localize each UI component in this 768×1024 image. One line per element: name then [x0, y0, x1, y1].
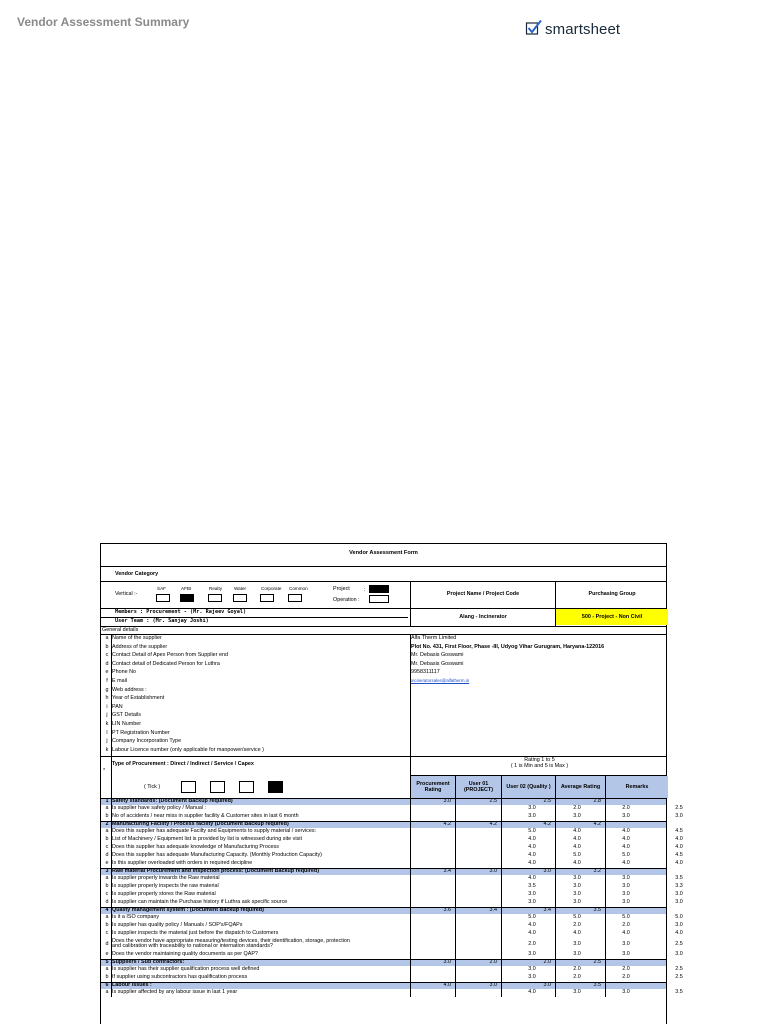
item-rating: 3.0 [622, 941, 630, 947]
item-rating: 3.0 [675, 899, 683, 905]
section-score: 3.6 [443, 907, 451, 913]
item-rating: 2.5 [675, 974, 683, 980]
detail-letter: i [106, 703, 108, 710]
item-question: Does this supplier has adequate Facilty and Equipments to supply material / services: [112, 828, 317, 834]
section-score: 3.0 [443, 959, 451, 965]
item-rating: 4.0 [622, 860, 630, 866]
detail-label: Phone No [112, 669, 136, 676]
section-score: 2.5 [593, 959, 601, 965]
section-score: 2.5 [489, 798, 497, 804]
detail-label: Web address : [112, 686, 147, 693]
section-number: 1 [105, 798, 109, 804]
section-score: 2.0 [543, 959, 551, 965]
purchasing-group-header: Purchasing Group [588, 591, 636, 597]
section-score: 3.0 [489, 982, 497, 988]
members-label: Members : Procurement - (Mr. Rajeev Goyal) [115, 609, 247, 615]
item-rating: 3.0 [573, 989, 581, 995]
item-rating: 3.0 [622, 891, 630, 897]
item-question: No of accidents / near miss in supplier facility & Customer sites in last 6 month [112, 813, 299, 819]
user-team-label: User Team : (Mr. Sanjay Joshi) [115, 618, 209, 624]
detail-letter: j [106, 712, 108, 719]
item-letter: e [105, 860, 109, 866]
item-rating: 3.5 [675, 989, 683, 995]
detail-value: Alfa Therm Limited [411, 635, 457, 641]
item-rating: 3.0 [622, 951, 630, 957]
item-rating: 3.0 [675, 922, 683, 928]
detail-letter: l [106, 729, 108, 736]
item-question: Is supplier can maintain the Purchase history if Luthra ask specific source [112, 899, 288, 905]
procurement-type-checkbox[interactable] [210, 781, 225, 793]
item-rating: 3.0 [528, 951, 536, 957]
item-question: List of Machinery / Equipment list is provided by list is witnessed during site visit [112, 836, 302, 842]
item-rating: 2.0 [622, 966, 630, 972]
item-rating: 3.0 [573, 883, 581, 889]
vertical-label-corporate: Corporate [261, 586, 282, 591]
item-rating: 4.5 [675, 828, 683, 834]
item-question: Is supplier has their supplier qualification process well defined [112, 966, 260, 972]
item-rating: 3.5 [675, 875, 683, 881]
item-rating: 3.0 [622, 813, 630, 819]
item-question: Is supplier has quality policy / Manuals / SOP's/FQAPs [112, 922, 243, 928]
item-rating: 4.0 [573, 930, 581, 936]
item-letter: a [105, 875, 109, 881]
vertical-checkbox-common[interactable] [288, 594, 302, 602]
detail-letter: a [105, 635, 109, 641]
item-rating: 3.0 [675, 891, 683, 897]
section-score: 3.4 [443, 868, 451, 874]
item-question: Is this supplier overloaded with orders in required decipline [112, 860, 253, 866]
item-rating: 3.0 [528, 891, 536, 897]
item-rating: 2.5 [675, 805, 683, 811]
vendor-category-label: Vendor Category [115, 571, 159, 577]
detail-label: Labour Licence number (only applicable for manpower/service ) [112, 746, 264, 753]
section-score: 3.0 [543, 982, 551, 988]
project-name-value: Alang - Incinerator [459, 614, 507, 620]
item-rating: 4.0 [573, 828, 581, 834]
item-question: Is supplier properly inwards the Raw material [112, 875, 220, 881]
item-letter: b [105, 922, 109, 928]
item-rating: 5.0 [622, 852, 630, 858]
page-title: Vendor Assessment Summary [17, 15, 190, 29]
smartsheet-logo[interactable] [525, 19, 620, 37]
item-rating: 3.0 [528, 974, 536, 980]
item-rating: 2.0 [622, 805, 630, 811]
detail-letter: d [105, 660, 109, 667]
item-rating: 3.0 [622, 989, 630, 995]
column-header: User 02 (Quality ) [502, 776, 555, 798]
item-question: Is supplier have safety policy / Manual : [112, 805, 207, 811]
item-rating: 5.0 [528, 828, 536, 834]
grid-line [501, 798, 502, 997]
section-score: 3.0 [543, 868, 551, 874]
item-letter: c [105, 844, 109, 850]
detail-label: E mail [112, 678, 127, 684]
item-question: Does the vendor have appropriate measuring/testing devices, their identification, storage, protection [112, 938, 350, 944]
section-title: Quality management system : (Document Backup required) [112, 907, 264, 913]
column-divider [555, 775, 556, 798]
section-score: 2.8 [593, 798, 601, 804]
item-rating: 4.0 [675, 930, 683, 936]
detail-letter: j [106, 738, 108, 745]
column-header: Procurement Rating [411, 776, 455, 798]
detail-value: Mr. Debasis Goswami [411, 660, 464, 667]
item-letter: d [105, 941, 109, 947]
item-rating: 2.0 [573, 805, 581, 811]
item-rating: 4.0 [528, 844, 536, 850]
grid-line [410, 798, 411, 997]
rating-note-2: ( 1 is Min and 5 is Max ) [510, 763, 569, 769]
item-rating: 3.0 [622, 899, 630, 905]
item-letter: a [105, 828, 109, 834]
item-rating: 4.0 [528, 930, 536, 936]
column-divider [605, 775, 606, 798]
item-letter: d [105, 899, 109, 905]
item-rating: 3.0 [622, 875, 630, 881]
item-rating: 3.0 [528, 966, 536, 972]
item-letter: b [105, 813, 109, 819]
detail-letter: f [106, 678, 108, 684]
item-question-continued: and calibration with traceability to national or internation standards? [112, 943, 273, 949]
section-score: 3.5 [593, 907, 601, 913]
item-rating: 5.0 [675, 914, 683, 920]
section-score: 4.2 [593, 821, 601, 827]
section-score: 3.5 [593, 982, 601, 988]
item-rating: 2.0 [573, 922, 581, 928]
section-number: 2 [105, 821, 109, 827]
column-divider [455, 775, 456, 798]
rating-note-1: Rating 1 to 5 [524, 757, 555, 763]
section-score: 2.5 [543, 798, 551, 804]
column-divider [501, 775, 502, 798]
vertical-label: Vertical :- [115, 591, 138, 597]
item-letter: b [105, 836, 109, 842]
item-rating: 3.0 [622, 883, 630, 889]
item-rating: 2.0 [622, 922, 630, 928]
item-letter: a [105, 914, 109, 920]
item-rating: 4.5 [675, 852, 683, 858]
detail-label: Contact Detail of Apex Person from Supplier end [112, 652, 228, 659]
section-score: 3.4 [543, 907, 551, 913]
item-rating: 4.0 [573, 844, 581, 850]
item-letter: c [105, 891, 109, 897]
operation-label: Operation : [333, 597, 360, 603]
section-score: 4.2 [543, 821, 551, 827]
column-header-rule [410, 775, 666, 776]
item-rating: 4.0 [528, 989, 536, 995]
grid-line [455, 798, 456, 997]
item-question: If supplier using subcontractors has qualification process [112, 974, 248, 980]
detail-letter: k [105, 721, 109, 727]
procurement-type-checkbox[interactable] [239, 781, 254, 793]
item-rating: 4.0 [528, 852, 536, 858]
item-rating: 3.0 [675, 813, 683, 819]
item-rating: 4.0 [528, 836, 536, 842]
section-score: 4.2 [443, 821, 451, 827]
item-rating: 2.0 [528, 941, 536, 947]
item-question: Is supplier properly inspects the raw material [112, 883, 219, 889]
detail-label: Year of Establishment [112, 695, 165, 702]
item-letter: e [105, 951, 109, 957]
vertical-label-water: Water [234, 586, 247, 591]
detail-label: PAN [112, 703, 123, 710]
detail-letter: g [105, 686, 109, 693]
detail-letter: b [105, 643, 109, 650]
detail-letter: k [105, 746, 109, 753]
item-rating: 4.0 [622, 930, 630, 936]
detail-label: Contact detail of Dedicated Person for Luthra [112, 660, 220, 667]
item-rating: 4.0 [622, 836, 630, 842]
column-header: User 01 (PROJECT) [456, 776, 501, 798]
project-name-header: Project Name / Project Code [446, 591, 520, 597]
section-score: 3.0 [443, 798, 451, 804]
item-rating: 4.0 [622, 844, 630, 850]
procurement-type-checkbox[interactable] [268, 781, 283, 793]
item-rating: 4.0 [675, 836, 683, 842]
procurement-type-label: Type of Procurement : Direct / Indirect / Service / Capex [112, 761, 254, 767]
item-rating: 4.0 [675, 844, 683, 850]
project-checkbox[interactable] [369, 585, 389, 593]
tick-label: ( Tick ) [144, 784, 161, 790]
item-rating: 4.0 [528, 922, 536, 928]
section-title: Raw material Procurement and inspection process: (Document Backup required) [112, 868, 319, 874]
item-question: Does this supplier has adequate Manufacturing Capacity. (Monthly Production Capacity) [112, 852, 322, 858]
vertical-checkbox-saf[interactable] [156, 594, 170, 602]
section-number: 6 [105, 982, 109, 988]
vertical-checkbox-corporate[interactable] [260, 594, 274, 602]
grid-line [111, 798, 112, 997]
detail-label: GST Details [112, 712, 141, 719]
item-question: Is supplier inspects the material just before the dispatch to Customers [112, 930, 279, 936]
item-question: Is supplier affected by any labour issue in last 1 year [112, 989, 238, 995]
item-rating: 3.0 [528, 813, 536, 819]
item-rating: 3.0 [528, 805, 536, 811]
detail-value: Plot No. 431, First Floor, Phase -III, Udyog Vihar Gurugram, Haryana-122016 [411, 643, 605, 650]
item-rating: 5.0 [622, 914, 630, 920]
section-score: 3.4 [489, 907, 497, 913]
item-question: Is supplier properly stores the Raw material [112, 891, 216, 897]
item-rating: 2.0 [573, 974, 581, 980]
column-header: Average Rating [556, 776, 605, 798]
section-number: 4 [105, 907, 109, 913]
section-score: 3.0 [489, 868, 497, 874]
operation-checkbox[interactable] [369, 595, 389, 603]
section-title: Labour issues : [112, 982, 152, 988]
item-rating: 4.0 [675, 860, 683, 866]
section-score: 3.2 [593, 868, 601, 874]
detail-label: Company Incorporation Type [112, 738, 182, 745]
form-title: Vendor Assessment Form [349, 550, 418, 556]
detail-label: LIN Number [112, 721, 142, 727]
grid-line [605, 798, 606, 997]
detail-value: 9958311117 [411, 669, 440, 676]
item-rating: 3.0 [573, 875, 581, 881]
detail-letter: e [105, 669, 109, 676]
section-score: 4.2 [489, 821, 497, 827]
section-title: Manufacturing Facility / Process facility (Document Backup required) [112, 821, 289, 827]
item-letter: a [105, 805, 109, 811]
item-letter: b [105, 883, 109, 889]
item-rating: 4.0 [528, 875, 536, 881]
item-letter: d [105, 852, 109, 858]
checkmark-icon [525, 19, 543, 37]
purchasing-group-value: 500 - Project - Non Civil [556, 609, 668, 625]
item-rating: 4.0 [573, 836, 581, 842]
vendor-assessment-form: Vendor Assessment Form Vendor Category Vertical :- SAF AFBI Realty Water Corporate Common Project : Operation : Project Name / Project Code Purchasing Group Members : Procurement - (Mr. Rajeev Goyal) User Team : (Mr. Sanjay Joshi) Alang - Incinerator 500 - Project - Non Civil General details a Name of the supplier Alfa Therm Limited b Address of the supplier Plot No. 431, First Floor, Phase -III, Udyog Vihar Gurugram, Haryana-122016 c Contact Detail of Apex Person from Supplier end Mr. Debasis Goswami d Contact detail of Dedicated Person for Luthra Mr. Debasis Goswami e Phone No 9958311117 f E mail incineratorsales@alfatherm.in g Web address : h Year of Establishment i PAN j GST Details k LIN Number l PT Registration Number j Company Incorporation Type k Labour Licence number (only applicable for manpower/service ) * Type of Procurement : Direct / Indirect / Service / Capex Rating 1 to 5 ( 1 is Min and 5 is Max ) ( Tick ) Procurement Rating User 01 (PROJECT) User 02 (Quality ) Average Rating Remarks 1 Safety standards: (Document Backup required) 3.0 2.5 2.5 2.8 a Is supplier have safety policy / Manual : 3.0 2.0 2.0 2.5 b No of accidents / near miss in supplier facility & Customer sites in last 6 month 3.0 3.0 3.0 3.0 2 Manufacturing Facility / Process facility (Document Backup required) 4.2 4.2 4.2 4.2 a Does this supplier has adequate Facilty and Equipments to supply material / services: 5.0 4.0 4.0 4.5 b List of Machinery / Equipment list is provided by list is witnessed during site visit 4.0 4.0 4.0 4.0 c Does this supplier has adequate knowledge of Manufacturing Process 4.0 4.0 4.0 4.0 d Does this supplier has adequate Manufacturing Capacity. (Monthly Production Capacity) 4.0 5.0 5.0 4.5 e Is this supplier overloaded with orders in required decipline 4.0 4.0 4.0 4.0 3 Raw material Procurement and inspection process: (Document Backup required) 3.4 3.0 3.0 3.2 a Is supplier properly inwards the Raw material 4.0 3.0 3.0 3.5 b Is supplier properly inspects the raw material 3.5 3.0 3.0 3.3 c Is supplier properly stores the Raw material 3.0 3.0 3.0 3.0 d Is supplier can maintain the Purchase history if Luthra ask specific source 3.0 3.0 3.0 3.0 4 Quality management system : (Document Backup required) 3.6 3.4 3.4 3.5 a Is it a ISO company 5.0 5.0 5.0 5.0 b Is supplier has quality policy / Manuals / SOP's/FQAPs 4.0 2.0 2.0 3.0 c Is supplier inspects the material just before the dispatch to Customers 4.0 4.0 4.0 4.0 d Does the vendor have appropriate measuring/testing devices, their identification, storage, protection and calibration with traceability to national or internation standards? 2.0 3.0 3.0 2.5 e Does the vendor maintaining quality documents as per QAP? 3.0 3.0 3.0 3.0 5 Suppliers / Sub contractors: 3.0 2.0 2.0 2.5 a Is supplier has their supplier qualification process well defined 3.0 2.0 2.0 2.5 b If supplier using subcontractors has qualification process 3.0 2.0 2.0 2.5 6 Labour issues : 4.0 3.0 3.0 3.5 a Is supplier affected by any labour issue in last 1 year 4.0 3.0 3.0 3.5 [100, 543, 667, 1024]
project-label: Project [333, 586, 350, 592]
item-rating: 2.0 [622, 974, 630, 980]
item-letter: c [105, 930, 109, 936]
item-rating: 3.0 [573, 891, 581, 897]
item-letter: a [105, 989, 109, 995]
asterisk-mark: * [103, 768, 106, 774]
detail-label: Address of the supplier [112, 643, 168, 650]
vertical-label-saf: SAF [157, 586, 166, 591]
item-rating: 3.0 [528, 899, 536, 905]
item-rating: 4.0 [528, 860, 536, 866]
detail-label: PT Registration Number [112, 729, 170, 736]
vertical-label-afbi: AFBI [181, 586, 192, 591]
detail-value: Mr. Debasis Goswami [411, 652, 464, 659]
item-rating: 3.0 [675, 951, 683, 957]
item-letter: a [105, 966, 109, 972]
item-rating: 5.0 [528, 914, 536, 920]
item-rating: 3.0 [573, 941, 581, 947]
item-question: Does the vendor maintaining quality documents as per QAP? [112, 951, 258, 957]
vertical-label-realty: Realty [209, 586, 223, 591]
item-question: Is it a ISO company [112, 914, 160, 920]
brand-name: smartsheet [545, 21, 621, 38]
item-rating: 5.0 [573, 914, 581, 920]
vertical-checkbox-water[interactable] [233, 594, 247, 602]
vertical-checkbox-realty[interactable] [208, 594, 222, 602]
section-number: 3 [105, 868, 109, 874]
item-rating: 3.5 [528, 883, 536, 889]
detail-letter: h [105, 695, 109, 702]
section-number: 5 [105, 959, 109, 965]
vertical-checkbox-afbi[interactable] [180, 594, 194, 602]
section-score: 2.0 [489, 959, 497, 965]
item-rating: 2.5 [675, 966, 683, 972]
vertical-label-common: Common [289, 586, 308, 591]
section-title: Safety standards: (Document Backup required) [112, 798, 233, 804]
column-header: Remarks [606, 776, 668, 798]
item-rating: 2.0 [573, 966, 581, 972]
item-question: Does this supplier has adequate knowledge of Manufacturing Process [112, 844, 279, 850]
detail-value[interactable]: incineratorsales@alfatherm.in [411, 678, 470, 683]
detail-letter: c [105, 652, 109, 659]
procurement-type-checkbox[interactable] [181, 781, 196, 793]
section-title: Suppliers / Sub contractors: [112, 959, 185, 965]
item-rating: 3.3 [675, 883, 683, 889]
item-rating: 4.0 [622, 828, 630, 834]
item-rating: 3.0 [573, 813, 581, 819]
general-details-label: General details [102, 627, 139, 633]
item-rating: 2.5 [675, 941, 683, 947]
item-letter: b [105, 974, 109, 980]
item-rating: 4.0 [573, 860, 581, 866]
item-rating: 3.0 [573, 951, 581, 957]
detail-label: Name of the supplier [112, 635, 162, 641]
item-rating: 3.0 [573, 899, 581, 905]
item-rating: 5.0 [573, 852, 581, 858]
section-score: 4.0 [443, 982, 451, 988]
grid-line [555, 798, 556, 997]
